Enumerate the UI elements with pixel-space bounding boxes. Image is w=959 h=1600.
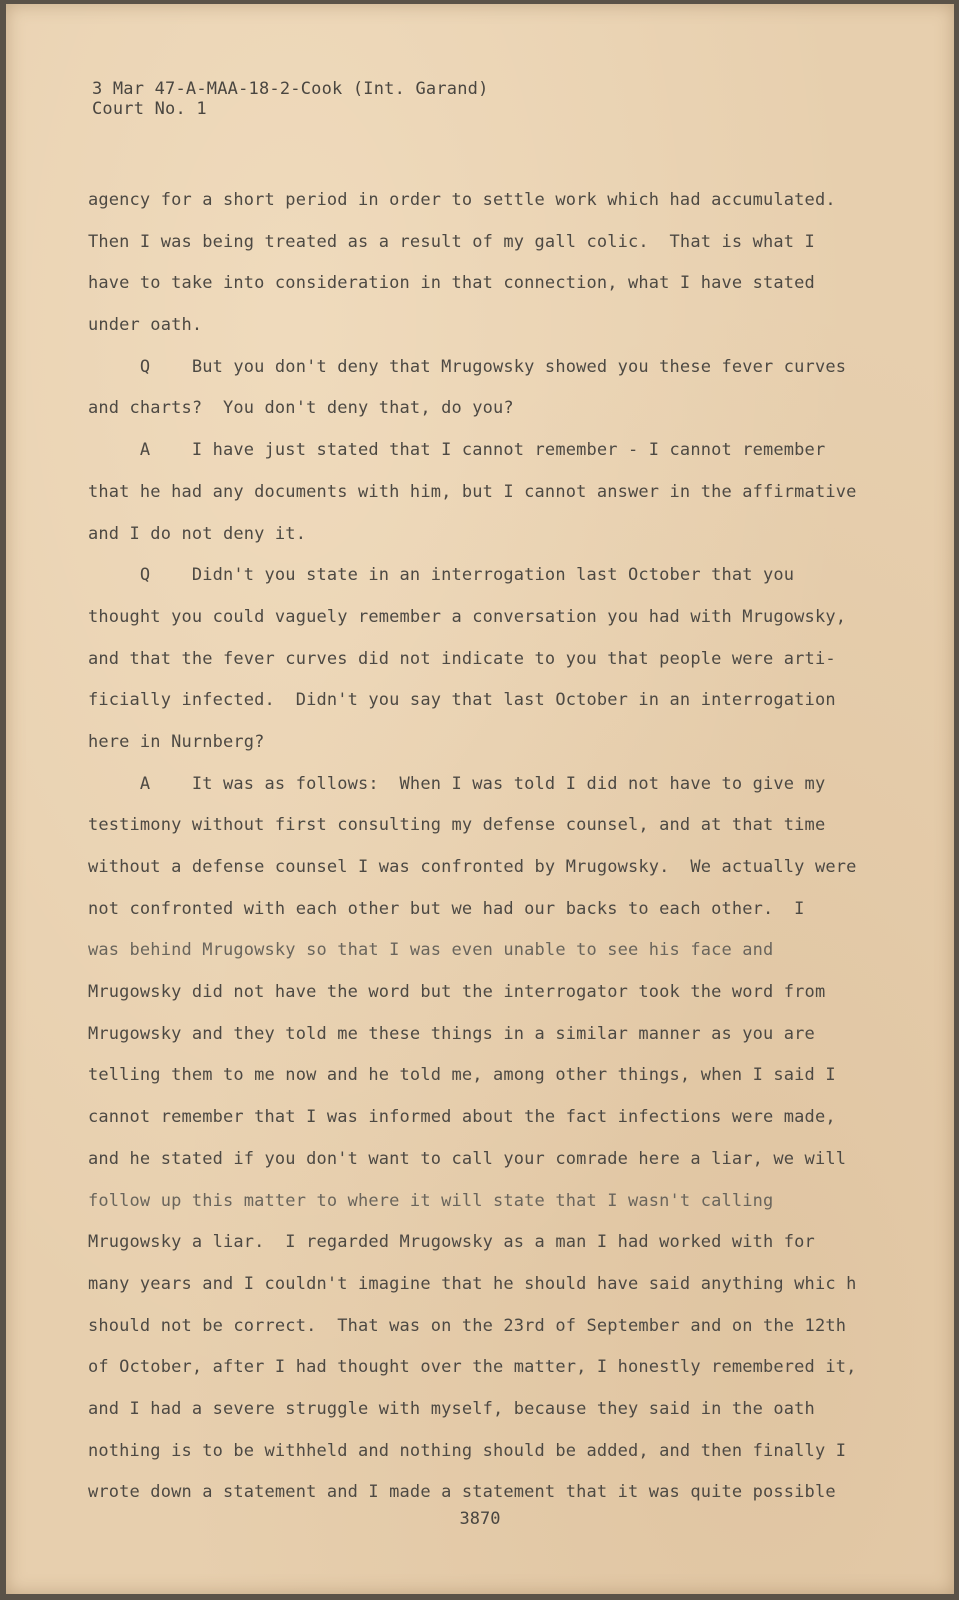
page-number: 3870 <box>459 1509 501 1529</box>
transcript-line: and charts? You don't deny that, do you? <box>88 398 514 419</box>
transcript-line: many years and I couldn't imagine that he should have said anything whic h <box>88 1273 857 1294</box>
transcript-line: Q But you don't deny that Mrugowsky showed you these fever curves <box>88 356 847 377</box>
transcript-line: was behind Mrugowsky so that I was even unable to see his face and <box>88 940 774 961</box>
transcript-body <box>88 180 878 1514</box>
transcript-line: A I have just stated that I cannot remember - I cannot remember <box>88 440 826 461</box>
transcript-line: telling them to me now and he told me, among other things, when I said I <box>88 1065 836 1086</box>
transcript-line: Mrugowsky a liar. I regarded Mrugowsky as a man I had worked with for <box>88 1232 815 1253</box>
transcript-line: agency for a short period in order to settle work which had accumulated. <box>88 190 836 210</box>
transcript-line: Then I was being treated as a result of my gall colic. That is what I <box>88 231 815 252</box>
transcript-line: Mrugowsky did not have the word but the interrogator took the word from <box>88 982 826 1003</box>
transcript-line: cannot remember that I was informed about the fact infections were made, <box>88 1107 836 1128</box>
transcript-line: Q Didn't you state in an interrogation last October that you <box>88 565 795 586</box>
transcript-line: have to take into consideration in that connection, what I have stated <box>88 273 815 294</box>
document-header <box>92 79 489 119</box>
transcript-line: not confronted with each other but we had our backs to each other. I <box>88 898 805 919</box>
transcript-line: and I do not deny it. <box>88 523 307 544</box>
transcript-line: here in Nurnberg? <box>88 731 265 752</box>
transcript-line: nothing is to be withheld and nothing should be added, and then finally I <box>88 1440 847 1461</box>
transcript-line: under oath. <box>88 315 203 336</box>
transcript-line: that he had any documents with him, but I cannot answer in the affirmative <box>88 481 857 502</box>
transcript-line: and I had a severe struggle with myself, because they said in the oath <box>88 1398 815 1419</box>
transcript-line: should not be correct. That was on the 23rd of September and on the 12th <box>88 1315 847 1336</box>
transcript-line: without a defense counsel I was confronted by Mrugowsky. We actually were <box>88 857 857 877</box>
document-page <box>6 4 954 1594</box>
transcript-line: follow up this matter to where it will state that I wasn't calling <box>88 1190 774 1211</box>
header-case-line: 3 Mar 47-A-MAA-18-2-Cook (Int. Garand) <box>92 79 489 99</box>
header-court-line: Court No. 1 <box>92 99 207 119</box>
transcript-line: Mrugowsky and they told me these things in a similar manner as you are <box>88 1023 815 1044</box>
transcript-line: wrote down a statement and I made a statement that it was quite possible <box>88 1482 836 1503</box>
transcript-line: testimony without first consulting my defense counsel, and at that time <box>88 815 826 836</box>
transcript-line: thought you could vaguely remember a conversation you had with Mrugowsky, <box>88 606 847 627</box>
transcript-line: of October, after I had thought over the matter, I honestly remembered it, <box>88 1357 857 1378</box>
transcript-line: and that the fever curves did not indicate to you that people were arti- <box>88 648 836 669</box>
transcript-line: ficially infected. Didn't you say that last October in an interrogation <box>88 690 836 711</box>
transcript-line: and he stated if you don't want to call your comrade here a liar, we will <box>88 1148 847 1169</box>
transcript-line: A It was as follows: When I was told I did not have to give my <box>88 773 826 794</box>
